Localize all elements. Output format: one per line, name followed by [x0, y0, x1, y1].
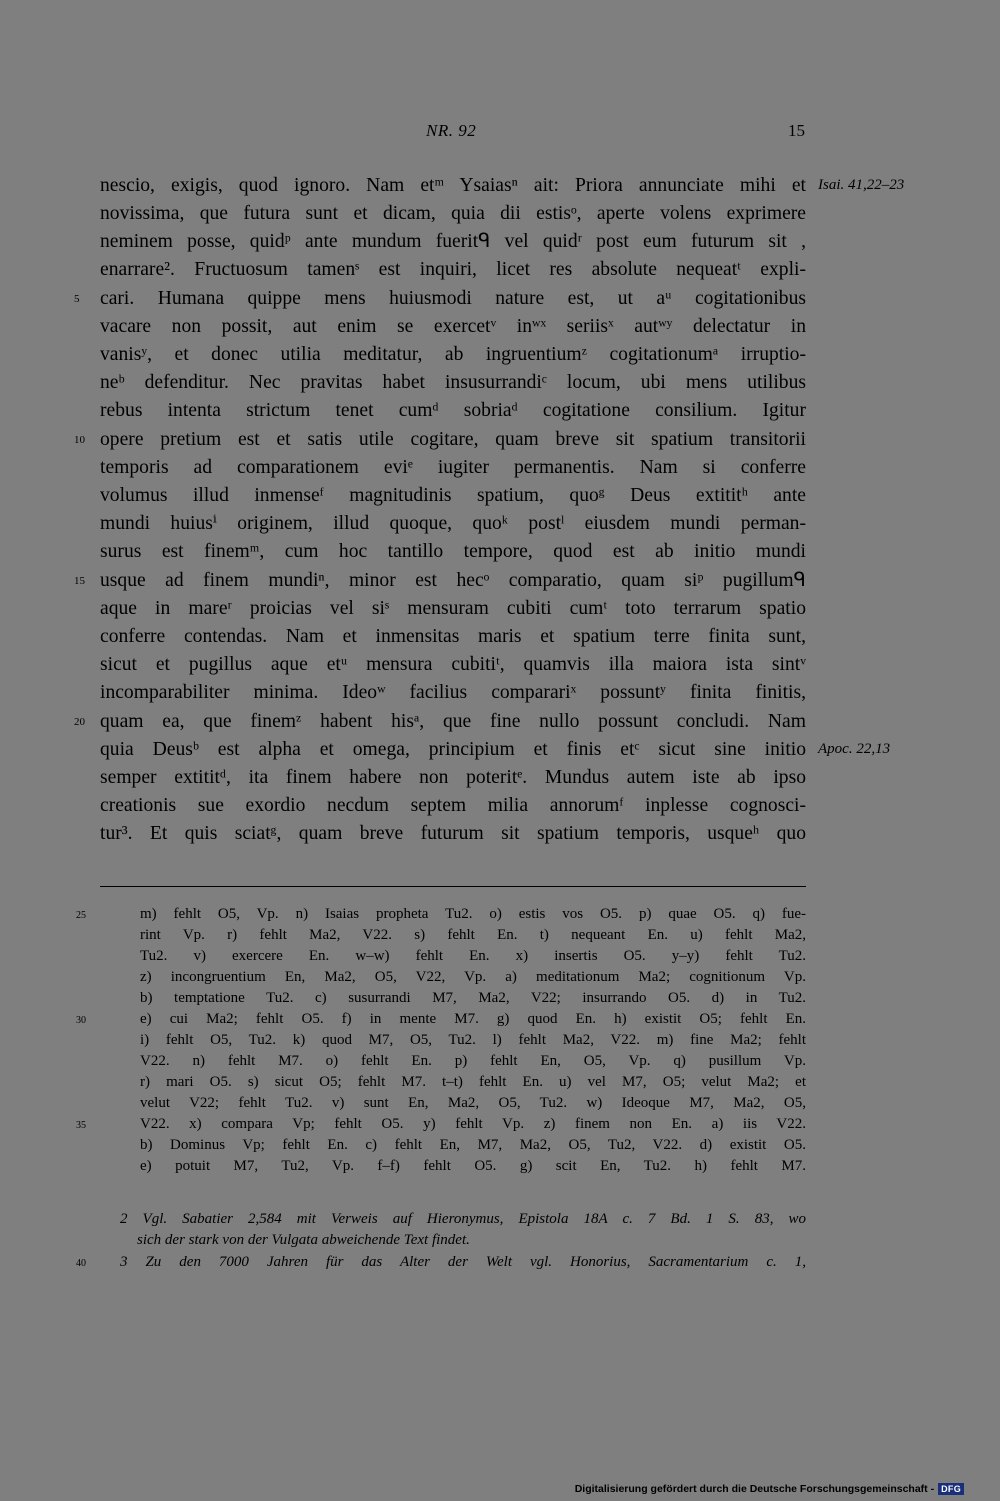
apparatus-line: velut V22; fehlt Tu2. v) sunt En, Ma2, O5, Tu2. w) Ideoque M7, Ma2, O5,: [140, 1095, 806, 1111]
footnote-line: sich der stark von der Vulgata abweichende Text findet.: [137, 1232, 470, 1248]
dfg-logo: DFG: [938, 1483, 964, 1495]
line-number: 40: [76, 1258, 86, 1269]
apparatus-line: e) potuit M7, Tu2, Vp. f–f) fehlt O5. g) scit En, Tu2. h) fehlt M7.: [140, 1158, 806, 1174]
main-text-line: vacare non possit, aut enim se exercetᵛ inʷˣ seriisˣ autʷʸ delectatur in: [100, 316, 806, 337]
line-number: 10: [74, 434, 85, 446]
main-text-line: enarrare². Fructuosum tamenˢ est inquiri, licet res absolute nequeatᵗ expli-: [100, 259, 806, 280]
main-text-line: incomparabiliter minima. Ideoʷ facilius comparariˣ possuntʸ finita finitis,: [100, 682, 806, 703]
line-number: 20: [74, 716, 85, 728]
main-text-line: creationis sue exordio necdum septem milia annorumᶠ inplesse cognosci-: [100, 795, 806, 816]
main-text-line: nescio, exigis, quod ignoro. Nam etᵐ Ysaiasⁿ ait: Priora annunciate mihi et: [100, 175, 806, 196]
main-text-line: sicut et pugillus aque etᵘ mensura cubitiᵗ, quamvis illa maiora ista sintᵛ: [100, 654, 806, 675]
main-text-line: cari. Humana quippe mens huiusmodi nature est, ut aᵘ cogitationibus: [100, 288, 806, 309]
apparatus-line: i) fehlt O5, Tu2. k) quod M7, O5, Tu2. l) fehlt Ma2, V22. m) fine Ma2; fehlt: [140, 1032, 806, 1048]
main-text-line: surus est finemᵐ, cum hoc tantillo tempore, quod est ab initio mundi: [100, 541, 806, 562]
footnote-line: 2 Vgl. Sabatier 2,584 mit Verweis auf Hieronymus, Epistola 18A c. 7 Bd. 1 S. 83, wo: [120, 1211, 806, 1227]
apparatus-line: e) cui Ma2; fehlt O5. f) in mente M7. g) quod En. h) existit O5; fehlt En.: [140, 1011, 806, 1027]
main-text-line: conferre contendas. Nam et inmensitas maris et spatium terre finita sunt,: [100, 626, 806, 647]
apparatus-line: b) Dominus Vp; fehlt En. c) fehlt En, M7, Ma2, O5, Tu2, V22. d) existit O5.: [140, 1137, 806, 1153]
apparatus-line: b) temptatione Tu2. c) susurrandi M7, Ma2, V22; insurrando O5. d) in Tu2.: [140, 990, 806, 1006]
main-text-line: tur³. Et quis sciatᵍ, quam breve futurum sit spatium temporis, usqueʰ quo: [100, 823, 806, 844]
main-text-line: mundi huiusⁱ originem, illud quoque, quoᵏ postˡ eiusdem mundi perman-: [100, 513, 806, 534]
digitization-credit: [575, 1483, 964, 1495]
main-text-line: semper extititᵈ, ita finem habere non poteritᵉ. Mundus autem iste ab ipso: [100, 767, 806, 788]
main-text-line: quia Deusᵇ est alpha et omega, principium et finis etᶜ sicut sine initio: [100, 739, 806, 760]
main-text-line: opere pretium est et satis utile cogitare, quam breve sit spatium transitorii: [100, 429, 806, 450]
apparatus-line: m) fehlt O5, Vp. n) Isaias propheta Tu2. o) estis vos O5. p) quae O5. q) fue-: [140, 906, 806, 922]
main-text-line: quam ea, que finemᶻ habent hisᵃ, que fine nullo possunt concludi. Nam: [100, 711, 806, 732]
apparatus-line: z) incongruentium En, Ma2, O5, V22, Vp. a) meditationum Ma2; cognitionum Vp.: [140, 969, 806, 985]
main-text-line: aque in mareʳ proicias vel siˢ mensuram cubiti cumᵗ toto terrarum spatio: [100, 598, 806, 619]
line-number: 25: [76, 910, 86, 921]
main-text-line: usque ad finem mundiⁿ, minor est hecᵒ comparatio, quam siᵖ pugillumᑫ: [100, 570, 806, 591]
apparatus-line: rint Vp. r) fehlt Ma2, V22. s) fehlt En. t) nequeant En. u) fehlt Ma2,: [140, 927, 806, 943]
margin-reference: Apoc. 22,13: [818, 741, 891, 757]
main-text-line: neminem posse, quidᵖ ante mundum fueritᑫ vel quidʳ post eum futurum sit ,: [100, 231, 806, 252]
main-text-line: rebus intenta strictum tenet cumᵈ sobriaᵈ cogitatione consilium. Igitur: [100, 400, 806, 421]
main-text-line: novissima, que futura sunt et dicam, quia dii estisᵒ, aperte volens exprimere: [100, 203, 806, 224]
line-number: 35: [76, 1120, 86, 1131]
margin-reference: Isai. 41,22–23: [818, 177, 905, 193]
apparatus-line: r) mari O5. s) sicut O5; fehlt M7. t–t) fehlt En. u) vel M7, O5; velut Ma2; et: [140, 1074, 806, 1090]
footnote-line: 3 Zu den 7000 Jahren für das Alter der Welt vgl. Honorius, Sacramentarium c. 1,: [120, 1254, 806, 1270]
apparatus-line: Tu2. v) exercere En. w–w) fehlt En. x) insertis O5. y–y) fehlt Tu2.: [140, 948, 806, 964]
footnote-separator-rule: [100, 886, 806, 887]
main-text-line: volumus illud inmenseᶠ magnitudinis spatium, quoᵍ Deus extititʰ ante: [100, 485, 806, 506]
line-number: 5: [74, 293, 80, 305]
line-number: 15: [74, 575, 85, 587]
credit-text: Digitalisierung gefördert durch die Deutsche Forschungsgemeinschaft -: [574, 1483, 935, 1495]
main-text-line: neᵇ defenditur. Nec pravitas habet insusurrandiᶜ locum, ubi mens utilibus: [100, 372, 806, 393]
running-header-title: NR. 92: [426, 121, 477, 140]
apparatus-line: V22. n) fehlt M7. o) fehlt En. p) fehlt En, O5, Vp. q) pusillum Vp.: [140, 1053, 806, 1069]
main-text-line: vanisʸ, et donec utilia meditatur, ab ingruentiumᶻ cogitationumᵃ irruptio-: [100, 344, 806, 365]
main-text-line: temporis ad comparationem eviᵉ iugiter permanentis. Nam si conferre: [100, 457, 806, 478]
apparatus-line: V22. x) compara Vp; fehlt O5. y) fehlt Vp. z) finem non En. a) iis V22.: [140, 1116, 806, 1132]
line-number: 30: [76, 1015, 86, 1026]
page-number: 15: [788, 121, 805, 140]
